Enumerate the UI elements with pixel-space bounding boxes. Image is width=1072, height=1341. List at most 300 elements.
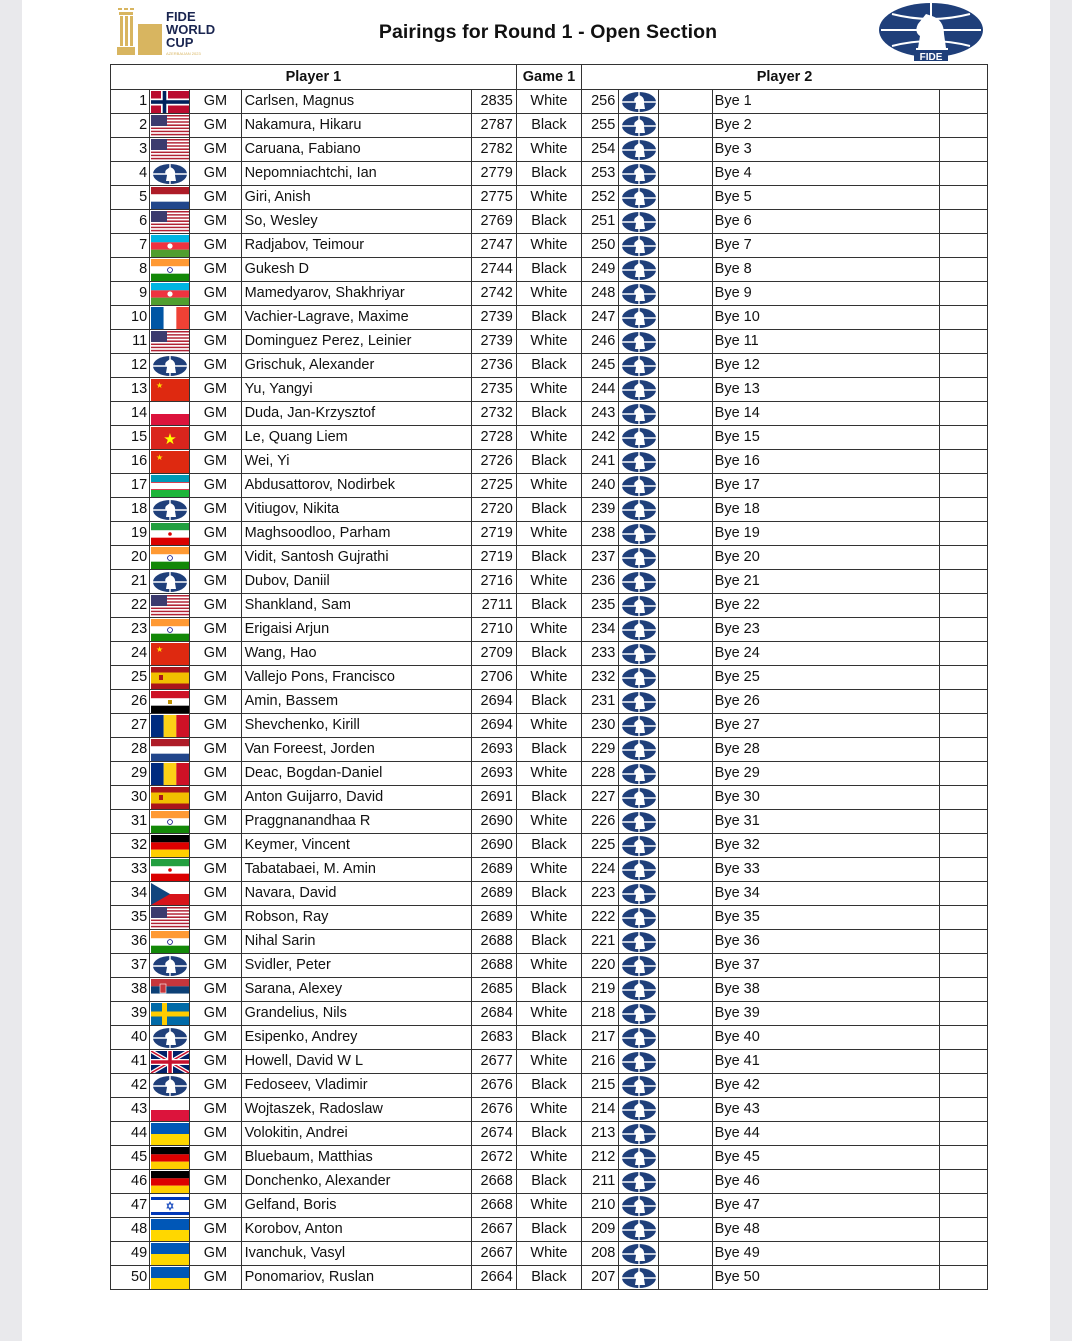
player1-flag-icon	[150, 690, 190, 714]
player2-rating	[939, 258, 987, 282]
player1-title: GM	[190, 1242, 241, 1266]
player2-title	[659, 714, 712, 738]
table-row	[111, 402, 988, 426]
player1-rating: 2835	[471, 90, 516, 114]
player2-rating	[939, 666, 987, 690]
player1-name: Howell, David W L	[241, 1050, 471, 1074]
player2-flag-icon	[619, 474, 659, 498]
player2-rating	[939, 306, 987, 330]
player1-flag-icon	[150, 546, 190, 570]
player1-rating: 2684	[471, 1002, 516, 1026]
opponent-number: 248	[582, 282, 619, 306]
player2-name: Bye 45	[712, 1146, 939, 1170]
table-row	[111, 690, 988, 714]
flag-egy-icon	[151, 691, 189, 713]
game1-color: Black	[516, 594, 581, 618]
player2-rating	[939, 402, 987, 426]
player2-flag-icon	[619, 1098, 659, 1122]
player1-rating: 2720	[471, 498, 516, 522]
board-number: 43	[111, 1098, 150, 1122]
player2-name: Bye 44	[712, 1122, 939, 1146]
fide-flag-icon	[620, 211, 658, 233]
player2-header: Player 2	[582, 65, 988, 90]
player1-title: GM	[190, 954, 241, 978]
table-row	[111, 834, 988, 858]
player2-name: Bye 28	[712, 738, 939, 762]
player1-title: GM	[190, 1146, 241, 1170]
opponent-number: 239	[582, 498, 619, 522]
player2-title	[659, 1146, 712, 1170]
board-number: 34	[111, 882, 150, 906]
game1-color: White	[516, 1242, 581, 1266]
player1-rating: 2739	[471, 306, 516, 330]
player1-flag-icon	[150, 1146, 190, 1170]
player2-flag-icon	[619, 738, 659, 762]
player1-rating: 2667	[471, 1218, 516, 1242]
player1-title: GM	[190, 738, 241, 762]
game1-color: White	[516, 1146, 581, 1170]
game1-color: White	[516, 186, 581, 210]
player2-name: Bye 18	[712, 498, 939, 522]
player2-flag-icon	[619, 978, 659, 1002]
board-number: 17	[111, 474, 150, 498]
fide-flag-icon	[620, 187, 658, 209]
player1-flag-icon	[150, 162, 190, 186]
table-row	[111, 930, 988, 954]
fide-flag-icon	[620, 739, 658, 761]
opponent-number: 241	[582, 450, 619, 474]
player1-name: Bluebaum, Matthias	[241, 1146, 471, 1170]
player1-flag-icon	[150, 906, 190, 930]
player1-flag-icon	[150, 810, 190, 834]
player2-name: Bye 31	[712, 810, 939, 834]
player2-name: Bye 16	[712, 450, 939, 474]
player1-title: GM	[190, 690, 241, 714]
player2-name: Bye 43	[712, 1098, 939, 1122]
flag-fid-icon	[151, 571, 189, 593]
player1-name: Korobov, Anton	[241, 1218, 471, 1242]
player1-flag-icon	[150, 978, 190, 1002]
player2-name: Bye 41	[712, 1050, 939, 1074]
table-row	[111, 570, 988, 594]
player1-rating: 2706	[471, 666, 516, 690]
player2-flag-icon	[619, 930, 659, 954]
player2-title	[659, 450, 712, 474]
player1-name: Esipenko, Andrey	[241, 1026, 471, 1050]
player1-name: Keymer, Vincent	[241, 834, 471, 858]
player2-title	[659, 810, 712, 834]
player2-title	[659, 1266, 712, 1290]
board-number: 19	[111, 522, 150, 546]
player2-title	[659, 474, 712, 498]
fide-flag-icon	[620, 139, 658, 161]
fide-flag-icon	[620, 1051, 658, 1073]
player1-name: Navara, David	[241, 882, 471, 906]
board-number: 8	[111, 258, 150, 282]
board-number: 7	[111, 234, 150, 258]
player1-rating: 2694	[471, 690, 516, 714]
board-number: 25	[111, 666, 150, 690]
table-row	[111, 138, 988, 162]
player1-title: GM	[190, 1050, 241, 1074]
player2-title	[659, 378, 712, 402]
player1-rating: 2677	[471, 1050, 516, 1074]
game1-color: White	[516, 1002, 581, 1026]
player1-flag-icon	[150, 1242, 190, 1266]
table-row	[111, 954, 988, 978]
player1-rating: 2725	[471, 474, 516, 498]
player1-title: GM	[190, 282, 241, 306]
opponent-number: 255	[582, 114, 619, 138]
fide-flag-icon	[620, 451, 658, 473]
player2-name: Bye 37	[712, 954, 939, 978]
player2-title	[659, 858, 712, 882]
table-row	[111, 882, 988, 906]
player2-flag-icon	[619, 378, 659, 402]
player2-name: Bye 47	[712, 1194, 939, 1218]
player1-flag-icon	[150, 1098, 190, 1122]
player1-rating: 2676	[471, 1074, 516, 1098]
player2-name: Bye 20	[712, 546, 939, 570]
fide-flag-icon	[620, 715, 658, 737]
player1-flag-icon	[150, 594, 190, 618]
player1-name: Wang, Hao	[241, 642, 471, 666]
player2-title	[659, 162, 712, 186]
fide-flag-icon	[620, 499, 658, 521]
table-row	[111, 1242, 988, 1266]
fide-flag-icon	[620, 571, 658, 593]
table-row	[111, 162, 988, 186]
flag-esp-icon	[151, 667, 189, 689]
flag-iri-icon	[151, 859, 189, 881]
player2-rating	[939, 498, 987, 522]
board-number: 48	[111, 1218, 150, 1242]
player2-flag-icon	[619, 1242, 659, 1266]
game1-color: White	[516, 906, 581, 930]
player1-flag-icon	[150, 354, 190, 378]
table-row	[111, 90, 988, 114]
player1-flag-icon	[150, 522, 190, 546]
opponent-number: 233	[582, 642, 619, 666]
player2-title	[659, 738, 712, 762]
player1-flag-icon	[150, 882, 190, 906]
flag-ger-icon	[151, 1171, 189, 1193]
fide-flag-icon	[620, 259, 658, 281]
player2-name: Bye 7	[712, 234, 939, 258]
svg-text:CUP: CUP	[166, 35, 194, 50]
player1-rating: 2689	[471, 882, 516, 906]
opponent-number: 216	[582, 1050, 619, 1074]
board-number: 9	[111, 282, 150, 306]
player2-flag-icon	[619, 954, 659, 978]
player1-title: GM	[190, 834, 241, 858]
player1-title: GM	[190, 666, 241, 690]
player1-name: Vitiugov, Nikita	[241, 498, 471, 522]
player2-flag-icon	[619, 162, 659, 186]
game1-color: Black	[516, 978, 581, 1002]
player1-flag-icon	[150, 210, 190, 234]
player2-name: Bye 33	[712, 858, 939, 882]
flag-eng-icon	[151, 1051, 189, 1073]
board-number: 28	[111, 738, 150, 762]
fide-flag-icon	[620, 523, 658, 545]
player2-rating	[939, 474, 987, 498]
opponent-number: 214	[582, 1098, 619, 1122]
game1-color: Black	[516, 1074, 581, 1098]
player2-name: Bye 32	[712, 834, 939, 858]
flag-fra-icon	[151, 307, 189, 329]
player2-flag-icon	[619, 138, 659, 162]
board-number: 2	[111, 114, 150, 138]
board-number: 37	[111, 954, 150, 978]
opponent-number: 250	[582, 234, 619, 258]
table-row	[111, 1002, 988, 1026]
opponent-number: 232	[582, 666, 619, 690]
player2-flag-icon	[619, 1194, 659, 1218]
flag-ind-icon	[151, 811, 189, 833]
table-row	[111, 858, 988, 882]
player1-title: GM	[190, 930, 241, 954]
player2-title	[659, 330, 712, 354]
opponent-number: 251	[582, 210, 619, 234]
player2-flag-icon	[619, 786, 659, 810]
player2-name: Bye 4	[712, 162, 939, 186]
flag-usa-icon	[151, 211, 189, 233]
player1-title: GM	[190, 498, 241, 522]
table-row	[111, 426, 988, 450]
player1-rating: 2693	[471, 762, 516, 786]
opponent-number: 246	[582, 330, 619, 354]
svg-text:WORLD: WORLD	[166, 22, 216, 37]
player1-name: Ivanchuk, Vasyl	[241, 1242, 471, 1266]
player2-title	[659, 426, 712, 450]
player2-rating	[939, 714, 987, 738]
flag-usa-icon	[151, 595, 189, 617]
game1-color: White	[516, 714, 581, 738]
svg-text:AZERBAIJAN 2023: AZERBAIJAN 2023	[166, 51, 201, 56]
fide-flag-icon	[620, 1027, 658, 1049]
player1-flag-icon	[150, 114, 190, 138]
player1-title: GM	[190, 1170, 241, 1194]
fide-flag-icon	[620, 1243, 658, 1265]
player2-name: Bye 23	[712, 618, 939, 642]
opponent-number: 229	[582, 738, 619, 762]
player1-name: Grandelius, Nils	[241, 1002, 471, 1026]
player1-title: GM	[190, 1122, 241, 1146]
fide-flag-icon	[620, 787, 658, 809]
player1-title: GM	[190, 114, 241, 138]
flag-fid-icon	[151, 1027, 189, 1049]
player1-flag-icon	[150, 930, 190, 954]
player1-flag-icon	[150, 402, 190, 426]
player1-flag-icon	[150, 330, 190, 354]
flag-ukr-icon	[151, 1219, 189, 1241]
board-number: 23	[111, 618, 150, 642]
opponent-number: 237	[582, 546, 619, 570]
player2-rating	[939, 954, 987, 978]
fide-flag-icon	[620, 595, 658, 617]
fide-flag-icon	[620, 235, 658, 257]
player2-rating	[939, 378, 987, 402]
fide-flag-icon	[620, 619, 658, 641]
player2-rating	[939, 858, 987, 882]
game1-color: Black	[516, 1218, 581, 1242]
flag-pol-icon	[151, 1099, 189, 1121]
player2-title	[659, 258, 712, 282]
player2-title	[659, 210, 712, 234]
opponent-number: 235	[582, 594, 619, 618]
player2-rating	[939, 1122, 987, 1146]
player2-title	[659, 570, 712, 594]
player2-flag-icon	[619, 810, 659, 834]
table-row	[111, 522, 988, 546]
flag-fid-icon	[151, 955, 189, 977]
player1-rating: 2668	[471, 1170, 516, 1194]
player2-flag-icon	[619, 258, 659, 282]
table-row	[111, 546, 988, 570]
game1-color: White	[516, 474, 581, 498]
board-number: 32	[111, 834, 150, 858]
board-number: 5	[111, 186, 150, 210]
player1-name: Grischuk, Alexander	[241, 354, 471, 378]
player1-rating: 2736	[471, 354, 516, 378]
player1-title: GM	[190, 570, 241, 594]
table-row	[111, 810, 988, 834]
player1-title: GM	[190, 522, 241, 546]
player1-title: GM	[190, 786, 241, 810]
flag-usa-icon	[151, 139, 189, 161]
player1-rating: 2719	[471, 522, 516, 546]
player2-name: Bye 8	[712, 258, 939, 282]
player2-name: Bye 12	[712, 354, 939, 378]
player2-name: Bye 29	[712, 762, 939, 786]
player1-title: GM	[190, 1098, 241, 1122]
player2-title	[659, 498, 712, 522]
player2-name: Bye 11	[712, 330, 939, 354]
game1-color: Black	[516, 114, 581, 138]
player2-title	[659, 282, 712, 306]
player2-title	[659, 930, 712, 954]
player1-name: Shankland, Sam	[241, 594, 471, 618]
player1-title: GM	[190, 762, 241, 786]
player1-flag-icon	[150, 282, 190, 306]
fide-flag-icon	[620, 1147, 658, 1169]
player1-rating: 2693	[471, 738, 516, 762]
fide-flag-icon	[620, 931, 658, 953]
game1-color: White	[516, 90, 581, 114]
table-row	[111, 234, 988, 258]
flag-fid-icon	[151, 163, 189, 185]
player1-flag-icon	[150, 234, 190, 258]
player1-name: Amin, Bassem	[241, 690, 471, 714]
player2-title	[659, 186, 712, 210]
player2-rating	[939, 186, 987, 210]
board-number: 30	[111, 786, 150, 810]
player1-rating: 2694	[471, 714, 516, 738]
player2-name: Bye 35	[712, 906, 939, 930]
player2-name: Bye 46	[712, 1170, 939, 1194]
player1-flag-icon	[150, 642, 190, 666]
player1-flag-icon	[150, 498, 190, 522]
player1-title: GM	[190, 306, 241, 330]
flag-ind-icon	[151, 259, 189, 281]
player1-name: Giri, Anish	[241, 186, 471, 210]
player1-rating: 2719	[471, 546, 516, 570]
board-number: 46	[111, 1170, 150, 1194]
player1-flag-icon	[150, 570, 190, 594]
board-number: 16	[111, 450, 150, 474]
opponent-number: 224	[582, 858, 619, 882]
player1-flag-icon	[150, 450, 190, 474]
opponent-number: 218	[582, 1002, 619, 1026]
fide-flag-icon	[620, 979, 658, 1001]
player1-title: GM	[190, 642, 241, 666]
player1-rating: 2676	[471, 1098, 516, 1122]
player1-rating: 2690	[471, 834, 516, 858]
player1-name: Ponomariov, Ruslan	[241, 1266, 471, 1290]
opponent-number: 252	[582, 186, 619, 210]
board-number: 1	[111, 90, 150, 114]
player2-rating	[939, 1242, 987, 1266]
player2-rating	[939, 810, 987, 834]
game1-color: Black	[516, 930, 581, 954]
opponent-number: 236	[582, 570, 619, 594]
player1-title: GM	[190, 1266, 241, 1290]
flag-iri-icon	[151, 523, 189, 545]
table-row	[111, 330, 988, 354]
table-row	[111, 354, 988, 378]
flag-nor-icon	[151, 91, 189, 113]
flag-usa-icon	[151, 115, 189, 137]
player1-title: GM	[190, 378, 241, 402]
player2-flag-icon	[619, 858, 659, 882]
fide-flag-icon	[620, 1003, 658, 1025]
table-row	[111, 186, 988, 210]
table-row	[111, 594, 988, 618]
player2-title	[659, 1050, 712, 1074]
flag-chn-icon	[151, 643, 189, 665]
player1-title: GM	[190, 474, 241, 498]
player2-flag-icon	[619, 1218, 659, 1242]
flag-ind-icon	[151, 619, 189, 641]
table-row	[111, 1050, 988, 1074]
board-number: 13	[111, 378, 150, 402]
svg-text:★: ★	[163, 430, 177, 448]
fide-logo	[878, 2, 984, 62]
player1-flag-icon	[150, 306, 190, 330]
player1-title: GM	[190, 186, 241, 210]
flag-ger-icon	[151, 835, 189, 857]
player1-rating: 2779	[471, 162, 516, 186]
flag-chn-icon	[151, 379, 189, 401]
player2-flag-icon	[619, 282, 659, 306]
player2-flag-icon	[619, 426, 659, 450]
board-number: 45	[111, 1146, 150, 1170]
board-number: 29	[111, 762, 150, 786]
fide-flag-icon	[620, 427, 658, 449]
fide-flag-icon	[620, 283, 658, 305]
player2-flag-icon	[619, 1002, 659, 1026]
fide-flag-icon	[620, 1099, 658, 1121]
game1-color: Black	[516, 1266, 581, 1290]
player1-rating: 2674	[471, 1122, 516, 1146]
player1-name: Vidit, Santosh Gujrathi	[241, 546, 471, 570]
player1-title: GM	[190, 330, 241, 354]
player1-title: GM	[190, 138, 241, 162]
opponent-number: 254	[582, 138, 619, 162]
flag-ind-icon	[151, 547, 189, 569]
table-row	[111, 1074, 988, 1098]
